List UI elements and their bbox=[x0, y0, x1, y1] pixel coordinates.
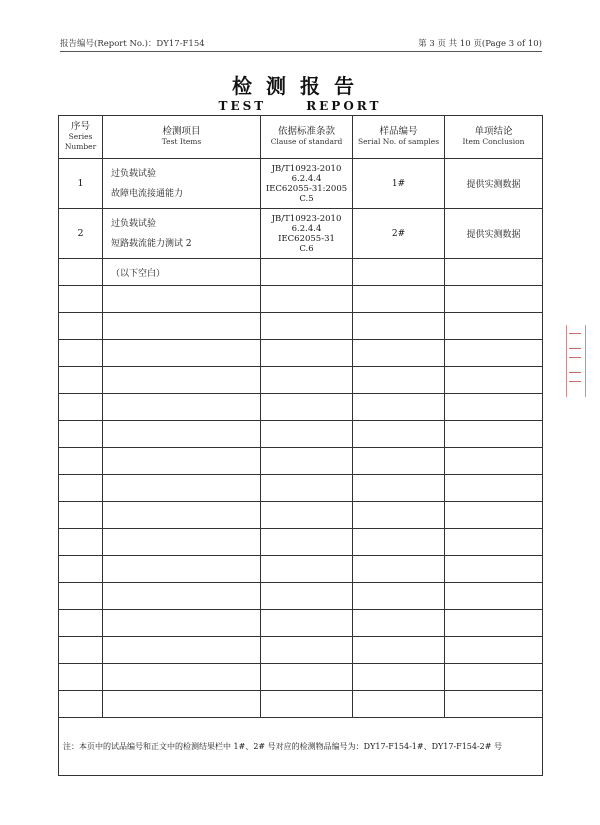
test-items-table bbox=[58, 115, 543, 776]
blank-cell bbox=[353, 259, 445, 286]
footnote: 注：本页中的试品编号和正文中的检测结果栏中 1#、2# 号对应的检测物品编号为：DY17-F154-1#、DY17-F154-2# 号 bbox=[59, 718, 543, 776]
col-header-number-en: Series Number bbox=[64, 132, 97, 151]
empty-row bbox=[59, 421, 543, 448]
header-divider bbox=[60, 51, 542, 52]
col-header-items-zh: 检测项目 bbox=[162, 126, 201, 137]
report-header bbox=[60, 37, 542, 49]
report-title-zh: 检测报告 bbox=[232, 74, 368, 98]
empty-row bbox=[59, 340, 543, 367]
blank-cell bbox=[261, 259, 353, 286]
col-header-clause-en: Clause of standard bbox=[270, 137, 343, 146]
row-conclusion: 提供实测数据 bbox=[445, 159, 543, 209]
blank-cell bbox=[59, 259, 103, 286]
empty-row bbox=[59, 610, 543, 637]
empty-row bbox=[59, 637, 543, 664]
col-header-sample bbox=[353, 116, 445, 159]
table-row bbox=[59, 159, 543, 209]
page-indicator: 第 3 页 共 10 页(Page 3 of 10) bbox=[418, 39, 542, 49]
row-number: 1 bbox=[59, 159, 103, 209]
row-sample: 1# bbox=[353, 159, 445, 209]
blank-cell bbox=[445, 259, 543, 286]
test-item-line2: 短路载流能力测试 2 bbox=[111, 238, 192, 249]
empty-row bbox=[59, 286, 543, 313]
col-header-number bbox=[59, 116, 103, 159]
blank-note: （以下空白） bbox=[103, 259, 261, 286]
empty-row bbox=[59, 367, 543, 394]
row-test-item bbox=[103, 209, 261, 259]
col-header-sample-zh: 样品编号 bbox=[379, 126, 418, 137]
empty-row bbox=[59, 448, 543, 475]
empty-row bbox=[59, 583, 543, 610]
table-row bbox=[59, 209, 543, 259]
row-number: 2 bbox=[59, 209, 103, 259]
clause-line: C.6 bbox=[299, 243, 314, 254]
report-title-en-report: REPORT bbox=[306, 99, 382, 113]
col-header-conclusion-zh: 单项结论 bbox=[474, 126, 513, 137]
row-clause bbox=[261, 209, 353, 259]
empty-row bbox=[59, 475, 543, 502]
clause-line: C.5 bbox=[299, 193, 314, 204]
seam-seal-stamp bbox=[566, 325, 586, 397]
clause-line: 6.2.4.4 bbox=[291, 223, 322, 234]
table-row-blank-note bbox=[59, 259, 543, 286]
empty-row bbox=[59, 394, 543, 421]
empty-row bbox=[59, 529, 543, 556]
col-header-number-zh: 序号 bbox=[70, 121, 90, 132]
table-header-row bbox=[59, 116, 543, 159]
clause-line: IEC62055-31:2005 bbox=[265, 183, 348, 194]
clause-line: IEC62055-31 bbox=[278, 233, 335, 244]
col-header-clause bbox=[261, 116, 353, 159]
clause-line: JB/T10923-2010 bbox=[271, 213, 342, 224]
col-header-items bbox=[103, 116, 261, 159]
row-clause bbox=[261, 159, 353, 209]
empty-row bbox=[59, 502, 543, 529]
col-header-clause-zh: 依据标准条款 bbox=[277, 126, 335, 137]
empty-row bbox=[59, 664, 543, 691]
footnote-row bbox=[59, 718, 543, 776]
clause-line: 6.2.4.4 bbox=[291, 173, 322, 184]
col-header-items-en: Test Items bbox=[161, 137, 202, 146]
report-title-en-test: TEST bbox=[218, 99, 267, 113]
empty-row bbox=[59, 556, 543, 583]
row-test-item bbox=[103, 159, 261, 209]
col-header-conclusion bbox=[445, 116, 543, 159]
clause-line: JB/T10923-2010 bbox=[271, 163, 342, 174]
report-title-en bbox=[0, 99, 600, 113]
col-header-conclusion-en: Item Conclusion bbox=[462, 137, 525, 146]
row-sample: 2# bbox=[353, 209, 445, 259]
empty-row bbox=[59, 691, 543, 718]
row-conclusion: 提供实测数据 bbox=[445, 209, 543, 259]
report-number: 报告编号(Report No.)：DY17-F154 bbox=[60, 39, 205, 49]
test-item-line1: 过负载试验 bbox=[111, 168, 157, 179]
col-header-sample-en: Serial No. of samples bbox=[357, 137, 440, 146]
test-item-line1: 过负载试验 bbox=[111, 218, 157, 229]
empty-row bbox=[59, 313, 543, 340]
test-item-line2: 故障电流接通能力 bbox=[111, 188, 184, 199]
